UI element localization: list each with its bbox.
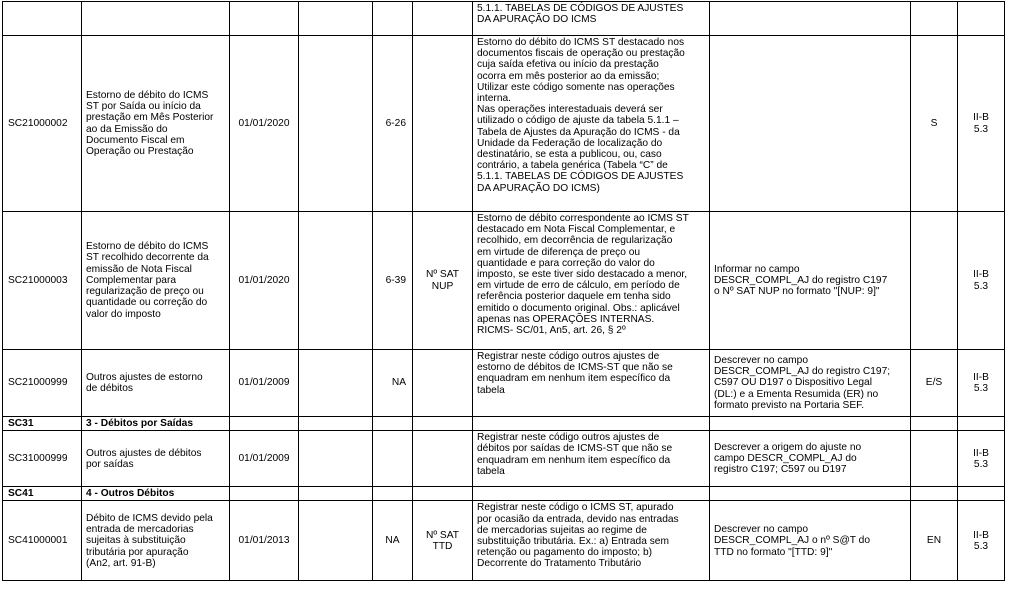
title-cell — [82, 2, 230, 36]
observation-cell: Descrever no campo DESCR_COMPL_AJ o nº S@T do TTD no formato "[TTD: 9]" — [710, 501, 911, 581]
empty-cell — [299, 487, 373, 501]
section-code-cell: SC31 — [3, 417, 82, 431]
col6-cell — [413, 2, 473, 36]
empty-cell — [413, 487, 473, 501]
code-cell: SC21000002 — [3, 36, 82, 212]
col4-cell — [299, 2, 373, 36]
empty-cell — [473, 487, 710, 501]
table-row — [3, 212, 1005, 350]
col5-cell: 6-39 — [373, 212, 413, 350]
code-cell: SC21000003 — [3, 212, 82, 350]
description-cell: Estorno de débito correspondente ao ICMS ST destacado em Nota Fiscal Complementar, e recolhido, em decorrência de regularização em virtude de diferença de preço ou quantidade e para correção do valor do imposto, se este tiver sido destacado a menor, em virtude de erro de cálculo, em período de referência posterior daquele em tenha sido emitido o documento original. Obs.: aplicável apenas nas OPERAÇÕES INTERNAS. RICMS- SC/01, An5, art. 26, § 2º — [473, 212, 710, 350]
code-cell — [3, 2, 82, 36]
empty-cell — [230, 417, 299, 431]
section-title-cell: 3 - Débitos por Saídas — [82, 417, 230, 431]
adjustment-codes-table — [2, 1, 1005, 581]
empty-cell — [413, 417, 473, 431]
observation-cell — [710, 2, 911, 36]
type-cell — [911, 431, 958, 487]
type-cell: S — [911, 36, 958, 212]
date-cell: 01/01/2009 — [230, 350, 299, 417]
reference-cell: II-B 5.3 — [958, 212, 1005, 350]
type-cell — [911, 212, 958, 350]
title-cell: Outros ajustes de estorno de débitos — [82, 350, 230, 417]
description-cell: 5.1.1. TABELAS DE CÓDIGOS DE AJUSTES DA APURAÇÃO DO ICMS — [473, 2, 710, 36]
date-cell — [230, 2, 299, 36]
col5-cell: 6-26 — [373, 36, 413, 212]
col6-cell — [413, 350, 473, 417]
reference-cell: II-B 5.3 — [958, 431, 1005, 487]
title-cell: Outros ajustes de débitos por saídas — [82, 431, 230, 487]
section-title-cell: 4 - Outros Débitos — [82, 487, 230, 501]
empty-cell — [958, 417, 1005, 431]
title-cell: Estorno de débito do ICMS ST por Saída ou início da prestação em Mês Posterior ao da Emissão do Documento Fiscal em Operação ou Prestação — [82, 36, 230, 212]
section-header-row — [3, 487, 1005, 501]
col5-cell: NA — [373, 350, 413, 417]
col6-cell — [413, 431, 473, 487]
description-cell: Estorno do débito do ICMS ST destacado nos documentos fiscais de operação ou prestação cuja saída efetiva ou início da prestação ocorra em mês posterior ao da emissão; Utilizar este código somente nas operações interna. Nas operações interestaduais deverá ser utilizado o código de ajuste da tabela 5.1.1 – Tabela de Ajustes da Apuração do ICMS - da Unidade da Federação de localização do destinatário, se esta a publicou, ou, caso contrário, a tabela genérica (Tabela “C” de 5.1.1. TABELAS DE CÓDIGOS DE AJUSTES DA APURAÇÃO DO ICMS) — [473, 36, 710, 212]
col6-cell: Nº SAT TTD — [413, 501, 473, 581]
section-code-cell: SC41 — [3, 487, 82, 501]
empty-cell — [373, 417, 413, 431]
table-row — [3, 431, 1005, 487]
date-cell: 01/01/2020 — [230, 36, 299, 212]
description-cell: Registrar neste código outros ajustes de estorno de débitos de ICMS-ST que não se enquadram em nenhum item específico da tabela — [473, 350, 710, 417]
section-header-row — [3, 417, 1005, 431]
table-container — [2, 1, 1005, 581]
empty-cell — [958, 487, 1005, 501]
title-cell: Débito de ICMS devido pela entrada de mercadorias sujeitas à substituição tributária por apuração (An2, art. 91-B) — [82, 501, 230, 581]
observation-cell: Informar no campo DESCR_COMPL_AJ do registro C197 o Nº SAT NUP no formato "[NUP: 9]" — [710, 212, 911, 350]
date-cell: 01/01/2009 — [230, 431, 299, 487]
empty-cell — [911, 417, 958, 431]
col6-cell: Nº SAT NUP — [413, 212, 473, 350]
date-cell: 01/01/2013 — [230, 501, 299, 581]
col5-cell — [373, 431, 413, 487]
col5-cell — [373, 2, 413, 36]
col4-cell — [299, 501, 373, 581]
description-cell: Registrar neste código o ICMS ST, apurado por ocasião da entrada, devido nas entradas de mercadorias sujeitas ao regime de substituição tributária. Ex.: a) Entrada sem retenção ou pagamento do imposto; b) Decorrente do Tratamento Tributário — [473, 501, 710, 581]
observation-cell: Descrever no campo DESCR_COMPL_AJ do registro C197; C597 OU D197 o Dispositivo Legal (DL:) e a Ementa Resumida (ER) no formato previsto na Portaria SEF. — [710, 350, 911, 417]
empty-cell — [911, 487, 958, 501]
title-cell: Estorno de débito do ICMS ST recolhido decorrente da emissão de Nota Fiscal Complementar para regularização de preço ou quantidade ou correção do valor do imposto — [82, 212, 230, 350]
empty-cell — [473, 417, 710, 431]
empty-cell — [710, 417, 911, 431]
code-cell: SC31000999 — [3, 431, 82, 487]
date-cell: 01/01/2020 — [230, 212, 299, 350]
empty-cell — [710, 487, 911, 501]
table-row — [3, 2, 1005, 36]
observation-cell: Descrever a origem do ajuste no campo DESCR_COMPL_AJ do registro C197; C597 ou D197 — [710, 431, 911, 487]
reference-cell — [958, 2, 1005, 36]
observation-cell — [710, 36, 911, 212]
col4-cell — [299, 212, 373, 350]
reference-cell: II-B 5.3 — [958, 36, 1005, 212]
table-row — [3, 501, 1005, 581]
table-row — [3, 36, 1005, 212]
code-cell: SC41000001 — [3, 501, 82, 581]
empty-cell — [373, 487, 413, 501]
type-cell: EN — [911, 501, 958, 581]
table-row — [3, 350, 1005, 417]
type-cell — [911, 2, 958, 36]
col4-cell — [299, 350, 373, 417]
empty-cell — [299, 417, 373, 431]
reference-cell: II-B 5.3 — [958, 350, 1005, 417]
description-cell: Registrar neste código outros ajustes de débitos por saídas de ICMS-ST que não se enquadram em nenhum item específico da tabela — [473, 431, 710, 487]
empty-cell — [230, 487, 299, 501]
col4-cell — [299, 431, 373, 487]
reference-cell: II-B 5.3 — [958, 501, 1005, 581]
col5-cell: NA — [373, 501, 413, 581]
type-cell: E/S — [911, 350, 958, 417]
code-cell: SC21000999 — [3, 350, 82, 417]
col4-cell — [299, 36, 373, 212]
col6-cell — [413, 36, 473, 212]
